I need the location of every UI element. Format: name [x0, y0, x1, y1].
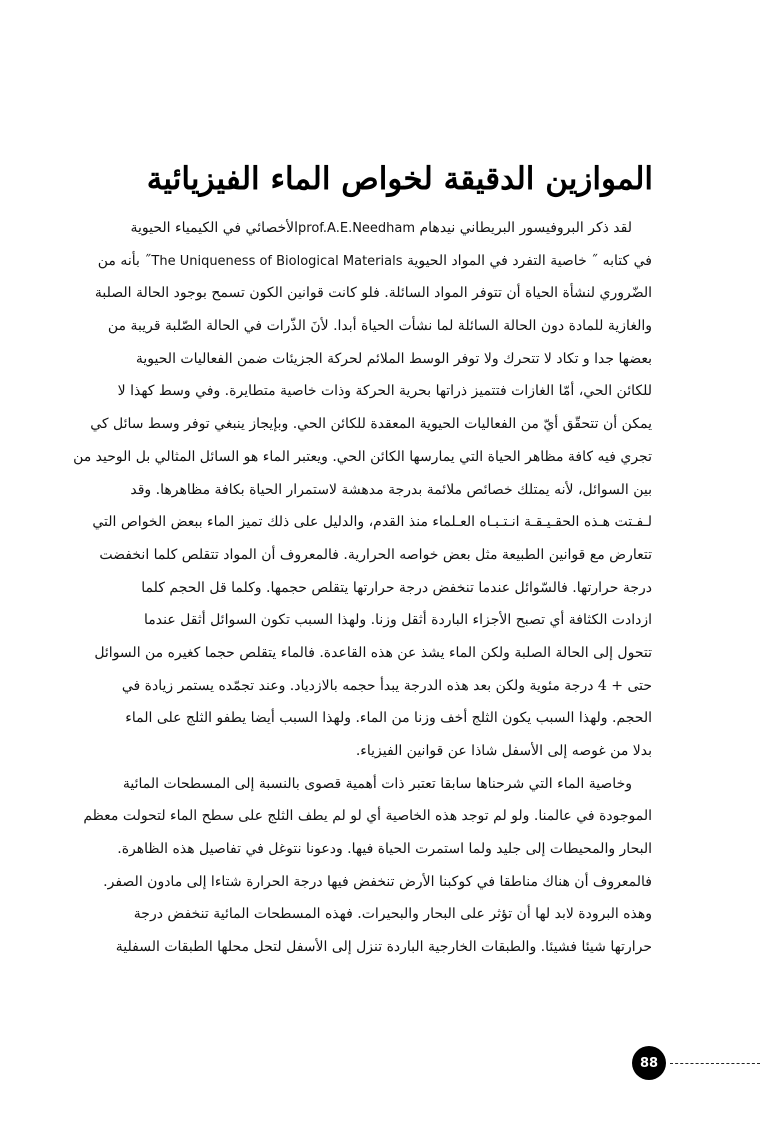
text-segment: تتحول إلى الحالة الصلبة ولكن الماء يشذ عن هذه القاعدة. فالماء يتقلص حجما كغيره من السوائل [94, 644, 652, 661]
text-segment: درجة حرارتها. فالسّوائل عندما تنخفض درجة حرارتها يتقلص حجمها. وكلما قل الحجم كلما [141, 579, 652, 596]
text-segment: الموجودة في عالمنا. ولو لم توجد هذه الخاصية أي لو لم يطف الثلج على سطح الماء لتحولت معظم [83, 808, 652, 825]
text-line [84, 702, 652, 735]
text-segment: البحار والمحيطات إلى جليد ولما استمرت الحياة فيها. ودعونا نتوغل في تفاصيل هذه الظاهرة. [117, 841, 652, 858]
text-line [84, 931, 652, 964]
text-line [84, 539, 652, 572]
text-segment: لقد ذكر البروفيسور البريطاني نيدهام [415, 220, 632, 236]
text-line [84, 375, 652, 408]
text-line [84, 670, 652, 703]
text-line [84, 277, 652, 310]
text-segment: الضّروري لنشأة الحياة أن تتوفر المواد السائلة. فلو كانت قوانين الكون تسمح بوجود الحالة الصلبة [94, 285, 652, 302]
text-segment: للكائن الحي، أمّا الغازات فتتميز ذراتها بحرية الحركة وذات خاصية متطايرة. وفي وسط كهذا لا [117, 383, 652, 400]
footer-dashed-rule [670, 1063, 760, 1064]
text-segment: وهذه البرودة لابد لها أن تؤثر على البحار والبحيرات. فهذه المسطحات المائية تنخفض درجة [133, 906, 652, 923]
text-segment: تجري فيه كافة مظاهر الحياة التي يمارسها الكائن الحي. ويعتبر الماء هو السائل المثالي بل الوحيد من [73, 448, 652, 465]
text-line [84, 474, 652, 507]
text-segment: بين السوائل، لأنه يمتلك خصائص ملائمة بدرجة مدهشة لاستمرار الحياة بكافة مظاهرها. وقد [130, 481, 652, 498]
text-segment: الحجم. ولهذا السبب يكون الثلج أخف وزنا من الماء. ولهذا السبب أيضا يطفو الثلج على الماء [125, 710, 652, 727]
text-segment: الأخصائي في الكيمياء الحيوية [130, 220, 299, 236]
text-line [84, 735, 652, 768]
text-line [84, 866, 652, 899]
text-line [84, 245, 652, 278]
text-line [73, 441, 652, 474]
text-line [84, 572, 652, 605]
text-line [84, 898, 652, 931]
text-line [84, 800, 652, 833]
latin-term: prof.A.E.Needham [298, 221, 416, 236]
text-segment: حتى + 4 درجة مئوية ولكن بعد هذه الدرجة يبدأ حجمه بالازدياد. وعند تجمّده يستمر زيادة في [121, 677, 652, 694]
text-segment: وخاصية الماء التي شرحناها سابقا تعتبر ذات أهمية قصوى بالنسبة إلى المسطحات المائية [122, 775, 632, 792]
text-segment: بدلا من غوصه إلى الأسفل شاذا عن قوانين الفيزياء. [355, 743, 652, 759]
text-segment: ازدادت الكثافة أي تصبح الأجزاء الباردة أثقل وزنا. ولهذا السبب تكون السوائل أثقل عندما [144, 612, 652, 629]
text-segment: ˝ بأنه من [97, 252, 152, 269]
text-line [84, 506, 652, 539]
text-line [84, 343, 652, 376]
text-segment: بعضها جدا و تكاد لا تتحرك ولا توفر الوسط الملائم لحركة الجزيئات ضمن الفعاليات الحيوية [135, 350, 652, 367]
page-footer [632, 1046, 760, 1080]
text-line [84, 833, 652, 866]
page-title: الموازين الدقيقة لخواص الماء الفيزيائية [146, 160, 653, 197]
text-segment: في كتابه ˝ خاصية التفرد في المواد الحيوية [402, 252, 652, 269]
text-line [84, 604, 652, 637]
text-line [84, 310, 652, 343]
text-line [84, 637, 652, 670]
latin-term: The Uniqueness of Biological Materials [151, 253, 403, 269]
text-segment: لـفـتت هـذه الحقـيـقـة انـتـبـاه العـلماء منذ القدم، والدليل على ذلك تميز الماء ببعض الخواص التي [92, 514, 652, 531]
text-segment: تتعارض مع قوانين الطبيعة مثل بعض خواصه الحرارية. فالمعروف أن المواد تتقلص كلما انخفضت [99, 546, 652, 563]
page-number-badge: 88 [632, 1046, 666, 1080]
text-line [84, 212, 652, 245]
text-line [84, 408, 652, 441]
text-segment: والغازية للمادة دون الحالة السائلة لما نشأت الحياة أبدا. لأنَ الذّرات في الحالة الصّلبة قريبة من [107, 318, 652, 335]
text-segment: يمكن أن تتحقّق أيّ من الفعاليات الحيوية المعقدة للكائن الحي. وبإيجاز ينبغي توفر وسط سائل كي [90, 416, 652, 433]
body-text [73, 212, 652, 964]
text-segment: فالمعروف أن هناك مناطقا في كوكبنا الأرض تنخفض فيها درجة الحرارة شتاءا إلى مادون الصفر. [103, 873, 652, 890]
text-segment: حرارتها شيئا فشيئا. والطبقات الخارجية الباردة تنزل إلى الأسفل لتحل محلها الطبقات السفلية [115, 939, 652, 956]
text-line [84, 768, 652, 801]
